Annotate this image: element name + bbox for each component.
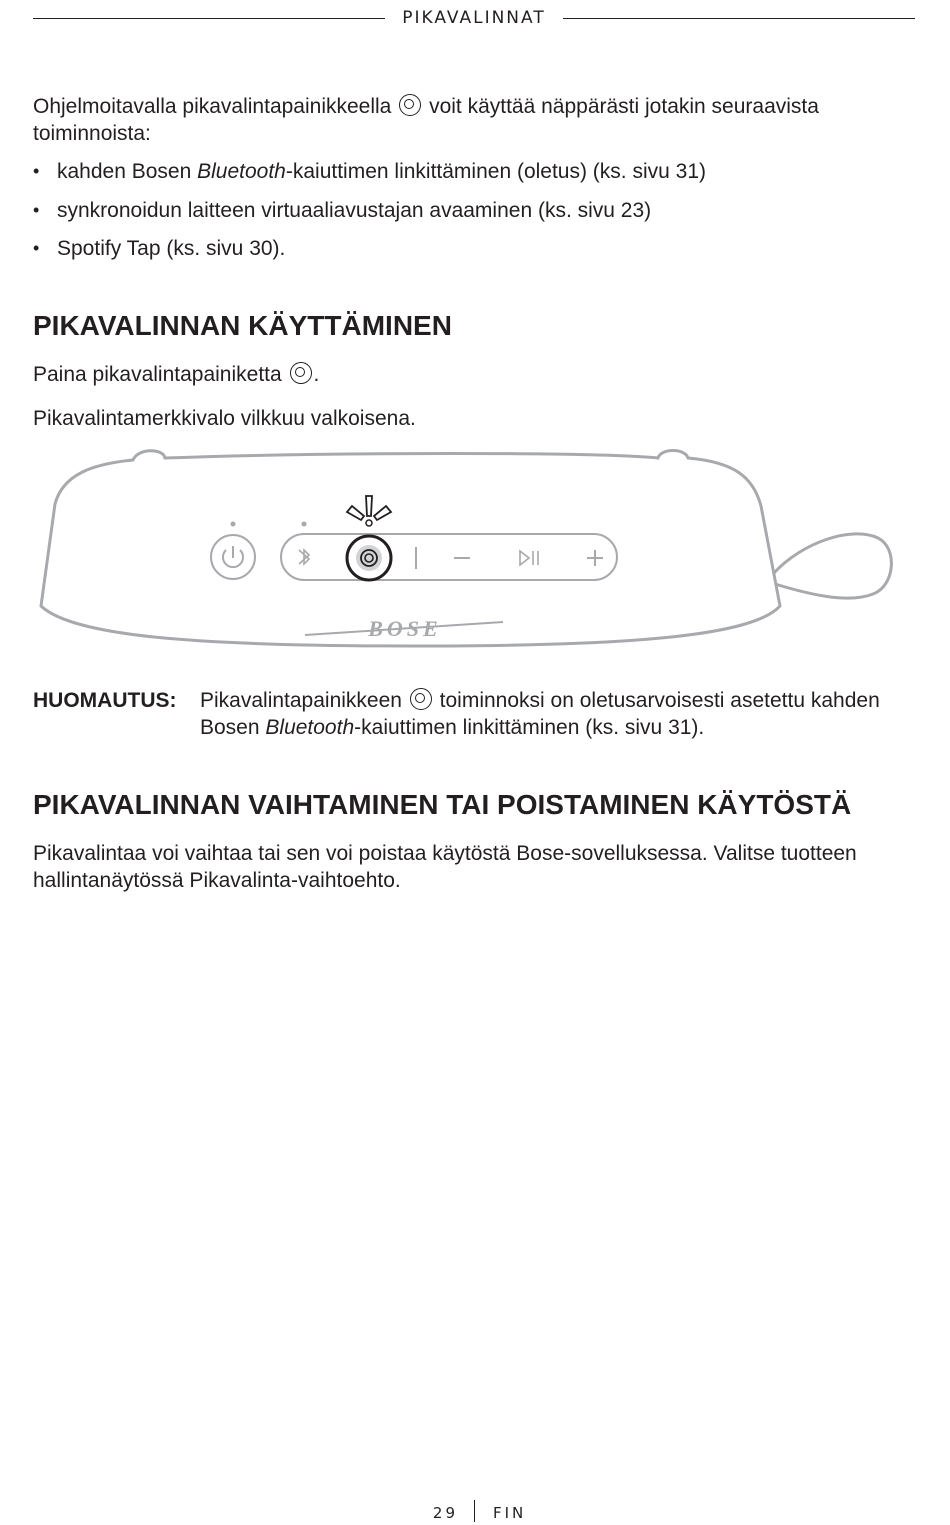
note-text-mid: toiminnoksi on oletusarvoisesti asetettu kahden Bosen: [200, 689, 880, 739]
step-paragraph: [33, 361, 913, 388]
strap-loop: [773, 534, 891, 598]
intro-paragraph: [33, 93, 913, 147]
header-rule-left: [33, 18, 385, 19]
bullet-dot: •: [33, 238, 40, 258]
page-number: 29: [432, 1504, 458, 1522]
button-strip: [281, 534, 617, 580]
bullet-text: synkronoidun laitteen virtuaaliavustajan avaaminen (ks. sivu 23): [57, 199, 652, 222]
section-heading-use: PIKAVALINNAN KÄYTTÄMINEN: [33, 310, 452, 341]
list-item: [33, 158, 913, 185]
list-item: [33, 197, 913, 224]
svg-text:BOSE: BOSE: [368, 616, 442, 641]
note-italic: Bluetooth: [265, 716, 355, 739]
bluetooth-indicator-dot: [302, 522, 307, 527]
shortcut-button-fill: [356, 545, 382, 571]
bullet-text: kahden Bosen: [57, 160, 198, 183]
change-paragraph: Pikavalintaa voi vaihtaa tai sen voi poistaa käytöstä Bose-sovelluksessa. Valitse tuotteen hallintanäytössä Pikavalinta-vaihtoehto.: [33, 842, 857, 892]
power-indicator-dot: [231, 522, 236, 527]
shortcut-icon: [410, 688, 432, 710]
header-rule-right: [563, 18, 915, 19]
shortcut-icon: [290, 362, 312, 384]
note-text-after: -kaiuttimen linkittäminen (ks. sivu 31).: [354, 716, 705, 739]
page-footer: [0, 1500, 950, 1525]
section-title: PIKAVALINNAT: [402, 8, 546, 28]
speaker-illustration: [33, 446, 895, 656]
section-heading-change: PIKAVALINNAN VAIHTAMINEN TAI POISTAMINEN KÄYTÖSTÄ: [33, 789, 852, 820]
bullet-text: Spotify Tap (ks. sivu 30).: [57, 237, 286, 260]
shortcut-indicator-light: [366, 520, 372, 526]
footer-separator: [474, 1500, 475, 1522]
result-paragraph: Pikavalintamerkkivalo vilkkuu valkoisena.: [33, 407, 416, 430]
bullet-text-post: -kaiuttimen linkittäminen (oletus) (ks. sivu 31): [285, 160, 707, 183]
bullet-dot: •: [33, 200, 40, 220]
page-header: [33, 8, 915, 28]
step-text-end: .: [313, 363, 320, 386]
intro-text-after: voit käyttää näppärästi jotakin seuraavista toiminnoista:: [33, 95, 819, 145]
step-text: Paina pikavalintapainiketta: [33, 363, 282, 386]
note-text: [200, 687, 910, 741]
language-code: FIN: [493, 1504, 527, 1522]
note-label: HUOMAUTUS:: [33, 689, 177, 712]
intro-text-before: Ohjelmoitavalla pikavalintapainikkeella: [33, 95, 392, 118]
bullet-italic: Bluetooth: [197, 160, 286, 183]
note-text-before: Pikavalintapainikkeen: [200, 689, 402, 712]
list-item: [33, 235, 913, 262]
bullet-dot: •: [33, 161, 40, 181]
shortcut-icon: [399, 94, 421, 116]
